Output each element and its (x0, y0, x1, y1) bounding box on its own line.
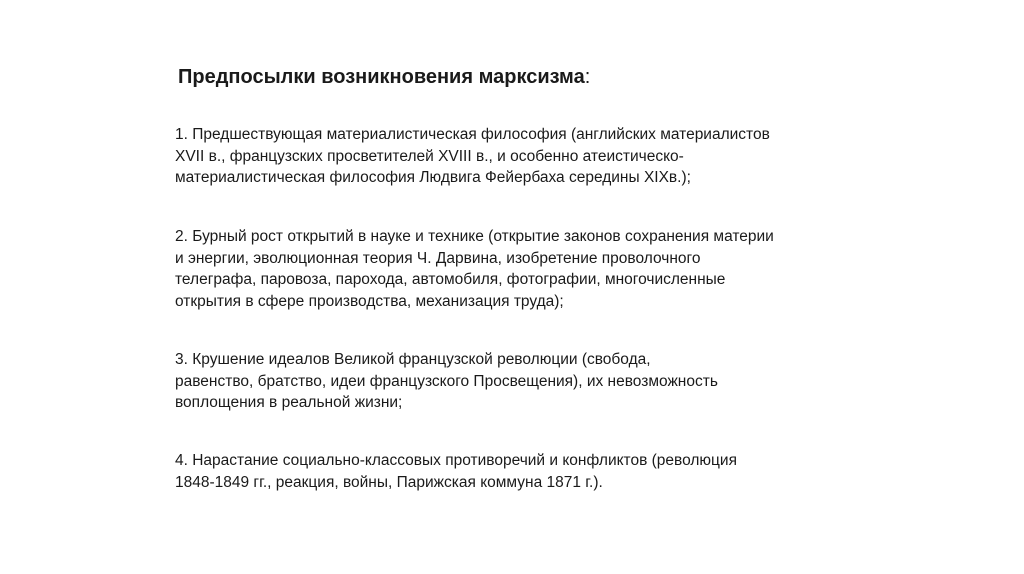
list-item-line: 1. Предшествующая материалистическая философия (английских материалистов (175, 126, 770, 143)
slide-title-colon: : (584, 66, 591, 88)
list-item-line: XVII в., французских просветителей XVIII в., и особенно атеистическо- (175, 147, 684, 165)
list-item-line: материалистическая философия Людвига Фейербаха середины XIXв.); (175, 169, 691, 186)
slide-title-text: Предпосылки возникновения марксизма (178, 66, 585, 88)
list-item-line: равенство, братство, идеи французского Просвещения), их невозможность (175, 372, 718, 390)
list-item-line: воплощения в реальной жизни; (175, 394, 403, 411)
slide-title (178, 63, 878, 91)
list-item-line: 1848-1849 гг., реакция, войны, Парижская коммуна 1871 г.). (175, 473, 603, 491)
list-item-line: 4. Нарастание социально-классовых противоречий и конфликтов (революция (175, 452, 737, 469)
list-item-line: 3. Крушение идеалов Великой французской революции (свобода, (175, 351, 651, 368)
list-item-line: открытия в сфере производства, механизация труда); (175, 292, 564, 310)
list-item-line: телеграфа, паровоза, парохода, автомобиля, фотографии, многочисленные (175, 271, 726, 288)
list-item-line: 2. Бурный рост открытий в науке и технике (открытие законов сохранения материи (175, 228, 774, 245)
list-item-3 (175, 349, 875, 414)
list-item-line: и энергии, эволюционная теория Ч. Дарвина, изобретение проволочного (175, 249, 701, 267)
list-item-4 (175, 450, 875, 493)
list-item-1 (175, 124, 875, 189)
list-item-2 (175, 226, 875, 312)
